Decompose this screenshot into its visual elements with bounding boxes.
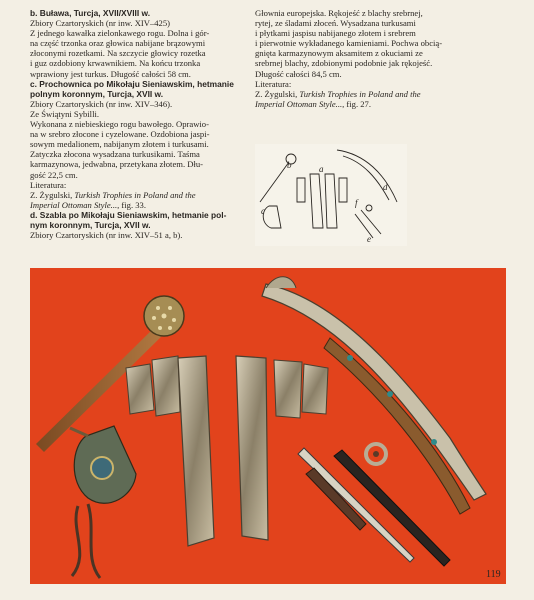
diagram-label-a: a xyxy=(319,164,324,174)
entry-c-description-line: Zatyczka złocona wysadzana turkusikami. Taśma xyxy=(30,149,200,160)
entry-d-description-line: i pierwotnie wykładanego kamieniami. Pochwa obcią- xyxy=(255,38,443,49)
entry-d-literature-pages: , fig. 27. xyxy=(342,98,372,109)
entry-c-literature-title-cont: Imperial Ottoman Style... xyxy=(30,199,118,210)
entry-d-literature-citation xyxy=(255,89,505,99)
entry-d-collection: Zbiory Czartoryskich (nr inw. XIV–51 a, b). xyxy=(30,230,183,241)
entry-d-literature-label: Literatura: xyxy=(255,78,292,89)
diagram-ring xyxy=(366,205,372,211)
entry-d-literature-author: Z. Żygulski, xyxy=(255,88,298,99)
entry-b-heading: b. Buława, Turcja, XVII/XVIII w. xyxy=(30,8,151,18)
diagram-armguard-left xyxy=(297,178,305,202)
knives-and-ring xyxy=(298,444,450,566)
entry-d-description-line: i płytkami jaspisu nabijanego złotem i srebrem xyxy=(255,28,416,39)
diagram-armguard-center-left xyxy=(310,174,323,228)
entry-d-literature-title-cont: Imperial Ottoman Style... xyxy=(255,98,343,109)
entry-d-heading: nym koronnym, Turcja, XVII w. xyxy=(30,219,151,230)
diagram-label-b: b xyxy=(287,160,292,170)
entry-b-description-line: Z jednego kawałka zielonkawego rogu. Dolna i gór- xyxy=(30,28,210,39)
entry-d-literature-citation-cont xyxy=(255,99,505,109)
diagram-mace-shaft xyxy=(260,162,289,202)
diagram-label-d: d xyxy=(383,182,388,192)
entry-b-description-line: złoconymi rozetkami. Na szczycie głowicy rozetka xyxy=(30,48,206,59)
entry-b-collection: Zbiory Czartoryskich (nr inw. XIV–425) xyxy=(30,18,171,29)
entry-c-heading: c. Prochownica po Mikołaju Sieniawskim, hetmanie xyxy=(30,78,234,89)
entry-d-description-line: Głownia europejska. Rękojeść z blachy srebrnej, xyxy=(255,8,423,18)
entry-d-description-line: srebrnej blachy, zdobionymi podobnie jak rękojeść. xyxy=(255,58,433,69)
object-key-diagram xyxy=(255,144,407,246)
color-plate-photo xyxy=(30,268,506,584)
entry-c-collection: Zbiory Czartoryskich (nr inw. XIV–346). xyxy=(30,98,173,109)
entry-c-description-line: karmazynowa, jedwabna, przetykana złotem. Dłu- xyxy=(30,159,203,170)
page-number: 119 xyxy=(486,569,501,580)
entry-b-description-line: i guz ozdobiony krwawnikiem. Na końcu trzonka xyxy=(30,58,201,69)
entry-c-description-line: Wykonana z niebieskiego rogu bawołego. Oprawio- xyxy=(30,119,209,130)
entry-d-literature-title: Turkish Trophies in Poland and the xyxy=(299,88,421,99)
diagram-sabre-scabbard xyxy=(343,156,389,200)
entry-d-description-line: gnięta karmazynowym aksamitem z okuciami ze xyxy=(255,48,423,59)
entry-c-literature-title: Turkish Trophies in Poland and the xyxy=(74,189,196,200)
diagram-label-e: e xyxy=(367,234,371,244)
right-text-column xyxy=(255,8,505,109)
left-text-column xyxy=(30,8,245,240)
entry-c-literature-pages: , fig. 33. xyxy=(117,199,147,210)
plate-illustration xyxy=(30,268,506,584)
diagram-label-c: c xyxy=(261,206,265,216)
arm-guard-pair xyxy=(126,356,328,546)
diagram-label-f: f xyxy=(355,198,358,208)
entry-b-description-line: wprawiony jest turkus. Długość całości 58 cm. xyxy=(30,68,191,79)
entry-d-description-line: rytej, ze śladami złoceń. Wysadzana turkusami xyxy=(255,18,416,29)
powder-flask-object xyxy=(70,426,136,578)
entry-c-literature-citation xyxy=(30,190,245,200)
entry-c-provenance: Ze Świątyni Sybilli. xyxy=(30,108,99,119)
diagram-armguard-center-right xyxy=(325,174,337,228)
object-key-diagram-svg xyxy=(255,144,407,246)
entry-b-description-line: na część trzonka oraz głowica nabijane brązowymi xyxy=(30,38,206,49)
diagram-sabre xyxy=(337,150,397,202)
entry-c-heading: polnym koronnym, Turcja, XVII w. xyxy=(30,88,164,99)
entry-c-description-line: sowym medalionem, nabijanym złotem i turkusami. xyxy=(30,139,209,150)
entry-c-description-line: gość 22,5 cm. xyxy=(30,169,78,180)
entry-c-description-line: na w srebro złocone i cyzelowane. Ozdobiona jaspi- xyxy=(30,129,210,140)
diagram-armguard-right xyxy=(339,178,347,202)
entry-c-literature-author: Z. Żygulski, xyxy=(30,189,73,200)
entry-d-description-line: Długość całości 84,5 cm. xyxy=(255,68,342,79)
entry-c-literature-citation-cont xyxy=(30,200,245,210)
entry-d-heading: d. Szabla po Mikołaju Sieniawskim, hetmanie pol- xyxy=(30,209,227,220)
diagram-knife-2 xyxy=(361,210,381,234)
entry-c-literature-label: Literatura: xyxy=(30,179,67,190)
diagram-powder-flask xyxy=(263,206,281,228)
